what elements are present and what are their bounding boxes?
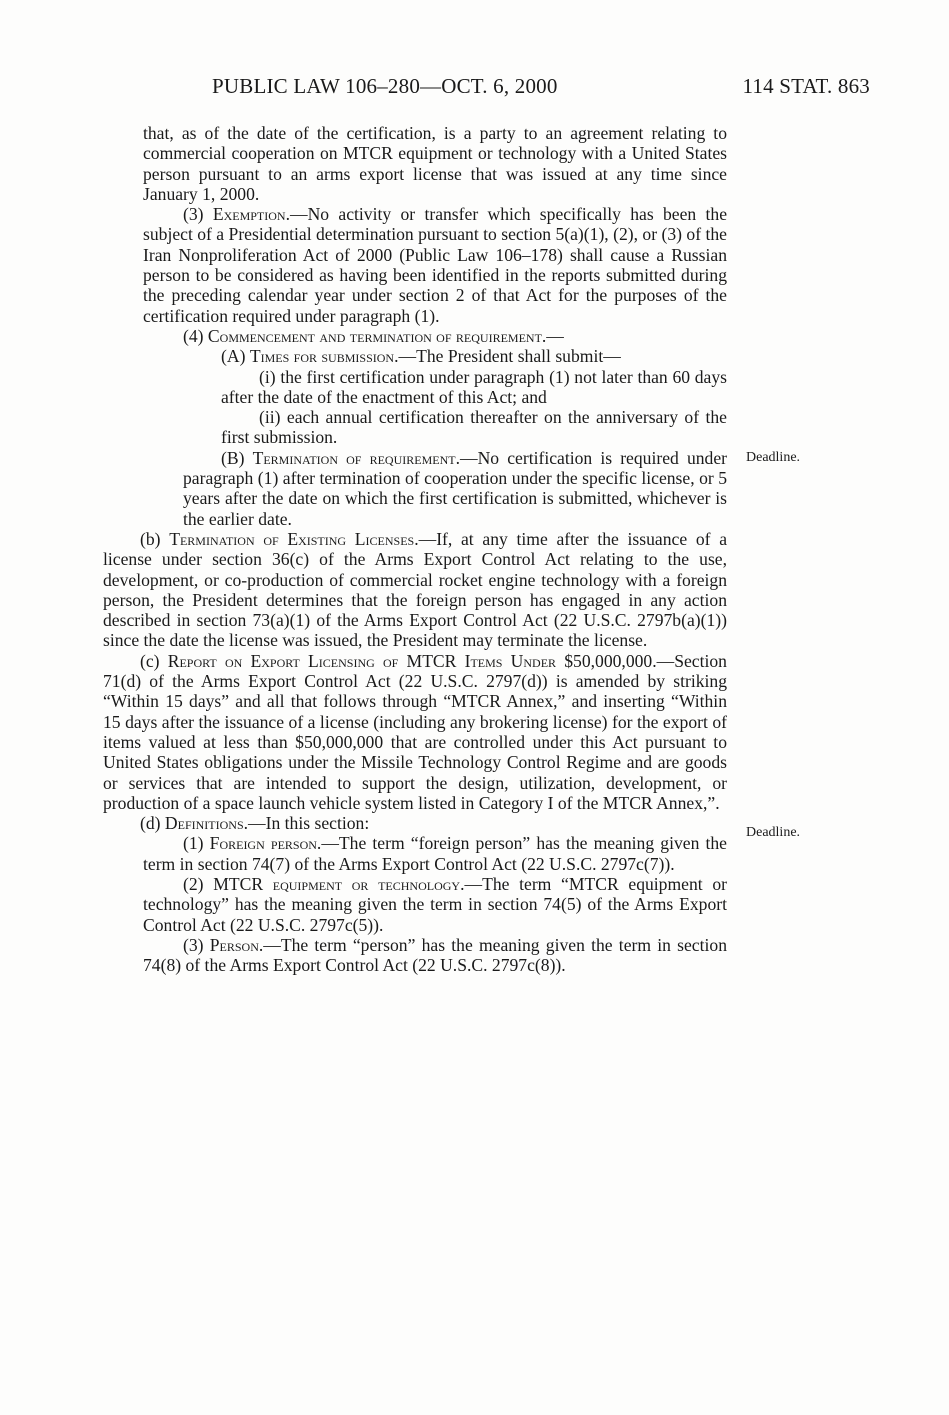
clause-annual-certification: (ii) each annual certification thereafter on the anniversary of the first submission. [221, 407, 727, 448]
definition-person [103, 935, 727, 976]
subsection-d-definitions [103, 813, 727, 833]
paragraph-text: .— [541, 325, 564, 346]
stat-page-number: 114 STAT. 863 [742, 74, 870, 98]
paragraph-commencement [103, 326, 727, 346]
subsection-heading: Definitions [164, 813, 244, 834]
paragraph-number: (1) [183, 833, 210, 854]
paragraph-text: .—The term “foreign person” has the meaning given the term in section 74(7) of the Arms Export Control Act (22 U.S.C. 2797c(7)). [143, 833, 727, 874]
paragraph-heading: Commencement and termination of requirement [207, 325, 542, 346]
paragraph-number: (2) [183, 873, 214, 894]
paragraph-heading: Foreign person [209, 833, 317, 854]
paragraph-text: .—The term “MTCR equipment or technology” has the meaning given the term in section 74(5) of the Arms Export Control Act (22 U.S.C. 2797c(5)). [143, 873, 727, 935]
paragraph-heading: MTCR equipment or technology [213, 873, 461, 894]
paragraph-number: (3) [183, 204, 213, 225]
subparagraph-text: .—No certification is required under paragraph (1) after termination of cooperation under the specific license, or 5 years after the date on which the first certification is submitted, whichever is the earlier date. [183, 447, 727, 529]
subparagraph-heading: Termination of requirement [252, 447, 456, 468]
paragraph-text: .—The term “person” has the meaning given the term in section 74(8) of the Arms Export Control Act (22 U.S.C. 2797c(8)). [143, 934, 727, 976]
margin-note-deadline-1: Deadline. [746, 450, 801, 465]
subsection-text: .—In this section: [243, 813, 370, 834]
subparagraph-number: (A) [221, 346, 250, 367]
subsection-b-termination-of-existing-licenses [103, 529, 727, 651]
subsection-number: (c) [140, 650, 168, 671]
paragraph-text: .—No activity or transfer which specifically has been the subject of a Presidential determination pursuant to section 5(a)(1), (2), or (3) of the Iran Nonproliferation Act of 2000 (Public Law 106–178) shall cause a Russian person to be considered as having been identified in the reports submitted during the preceding calendar year under section 2 of that Act for the purposes of the certification required under paragraph (1). [143, 204, 727, 326]
paragraph-number: (4) [183, 325, 208, 346]
law-title: PUBLIC LAW 106–280—OCT. 6, 2000 [212, 74, 558, 98]
subparagraph-text: .—The President shall submit— [394, 346, 621, 367]
definition-mtcr-equipment [103, 874, 727, 935]
subparagraph-termination-of-requirement [103, 448, 727, 529]
clause-first-certification: (i) the first certification under paragraph (1) not later than 60 days after the date of the enactment of this Act; and [221, 366, 727, 407]
paragraph-continuation: that, as of the date of the certification, is a party to an agreement relating to commercial cooperation on MTCR equipment or technology with a United States person pursuant to an arms export license that was issued at any time since January 1, 2000. [143, 123, 727, 204]
paragraph-heading: Person [209, 934, 259, 955]
paragraph-exemption [103, 204, 727, 326]
subsection-text: $50,000,000.—Section 71(d) of the Arms Export Control Act (22 U.S.C. 2797(d)) is amended by striking “Within 15 days” and all that follows through “MTCR Annex,” and inserting “Within 15 days after the issuance of a license (including any brokering license) for the export of items valued at less than $50,000,000 that are controlled under this Act pursuant to United States obligations under the Missile Technology Control Regime and are goods or services that are intended to support the design, utilization, development, or production of a space launch vehicle system listed in Category I of the MTCR Annex,”. [103, 650, 727, 813]
definition-foreign-person [103, 833, 727, 874]
subsection-number: (d) [140, 813, 165, 834]
subsection-text: .—If, at any time after the issuance of a license under section 36(c) of the Arms Export Control Act relating to the use, development, or co-production of commercial rocket engine technology with a foreign person, the President determines that the foreign person has engaged in any action described in section 73(a)(1) of the Arms Export Control Act (22 U.S.C. 2797b(a)(1)) since the date the license was issued, the President may terminate the license. [103, 528, 727, 651]
subparagraph-heading: Times for submission [249, 346, 395, 367]
paragraph-number: (3) [183, 934, 210, 955]
subsection-heading: Termination of Existing Licenses [169, 528, 415, 549]
paragraph-heading: Exemption [212, 204, 286, 225]
subparagraph-number: (B) [221, 447, 253, 468]
subsection-number: (b) [140, 528, 170, 549]
subsection-heading: Report on Export Licensing of MTCR Items Under [167, 650, 557, 671]
subparagraph-times-for-submission [103, 346, 727, 366]
margin-note-deadline-2: Deadline. [746, 825, 801, 840]
statute-body [103, 123, 727, 975]
running-head [212, 74, 870, 100]
subsection-c-report-on-export-licensing [103, 651, 727, 813]
